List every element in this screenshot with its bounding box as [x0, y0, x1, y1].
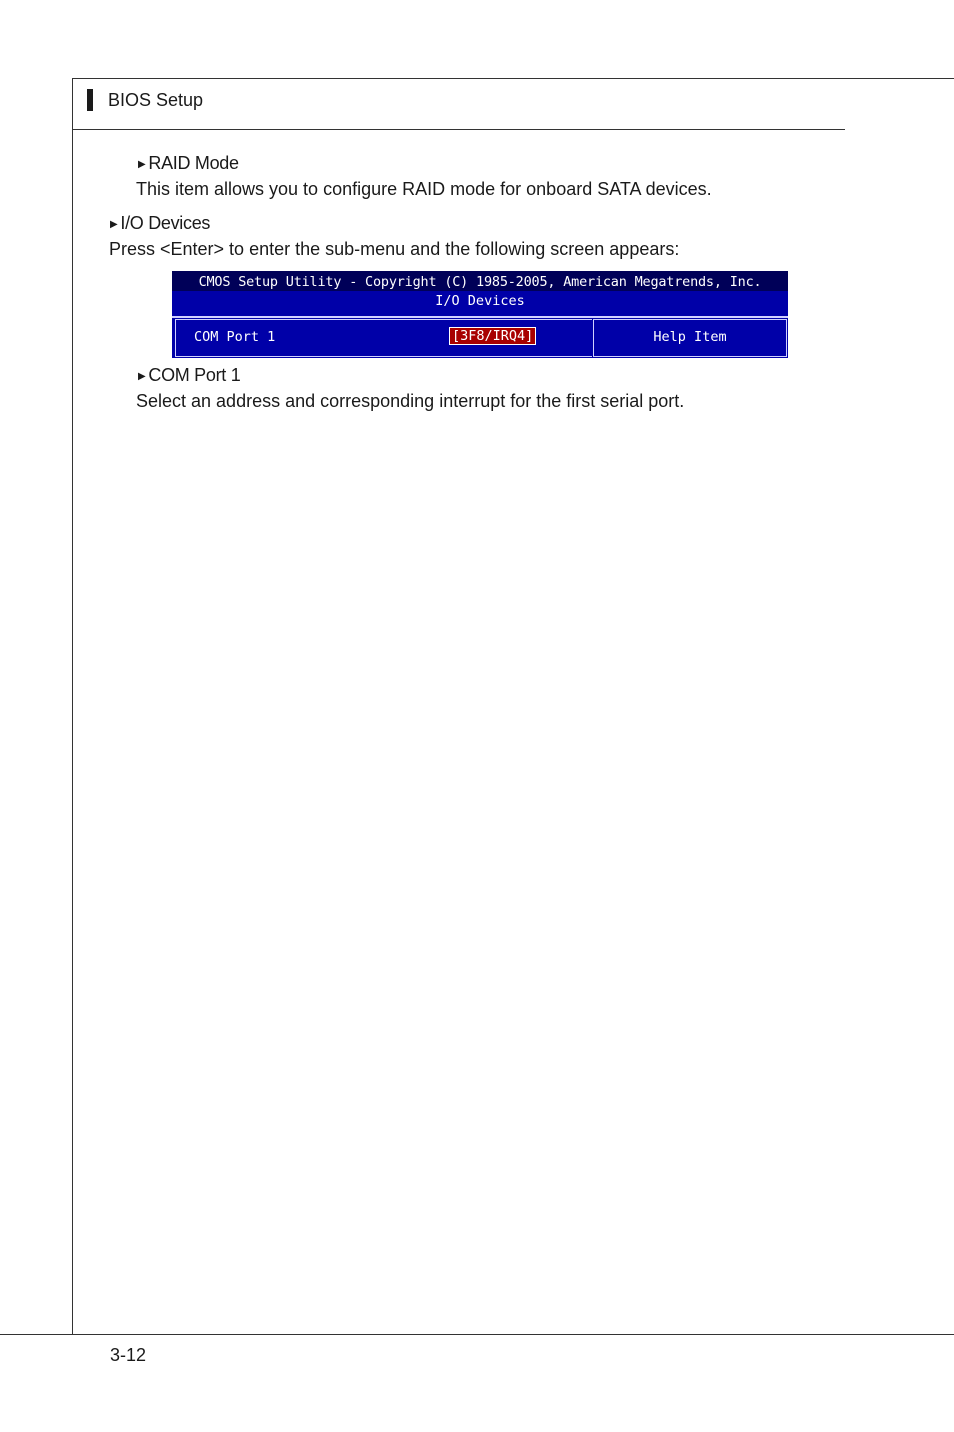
page-number: 3-12	[110, 1345, 147, 1365]
triangle-right-icon: ▶	[138, 159, 146, 170]
io-devices-description: Press <Enter> to enter the sub-menu and the following screen appears:	[109, 239, 680, 259]
triangle-right-icon: ▶	[110, 219, 118, 230]
header-divider	[72, 129, 845, 130]
triangle-right-icon: ▶	[138, 371, 146, 382]
bios-com-port-value: [3F8/IRQ4]	[452, 328, 534, 344]
com-port-description: Select an address and corresponding interrupt for the first serial port.	[136, 391, 685, 411]
bios-com-port-label: COM Port 1	[194, 329, 276, 345]
bios-screenshot	[172, 271, 788, 358]
page-header-title: BIOS Setup	[108, 90, 204, 110]
bios-separator	[172, 316, 788, 318]
io-devices-heading	[110, 213, 210, 234]
top-border-line	[72, 78, 954, 79]
bios-copyright-title: CMOS Setup Utility - Copyright (C) 1985-2005, American Megatrends, Inc.	[198, 274, 762, 290]
raid-mode-heading-label: RAID Mode	[148, 153, 239, 173]
bios-help-item-label: Help Item	[653, 329, 727, 345]
bios-menu-title: I/O Devices	[435, 293, 525, 309]
com-port-heading	[138, 365, 240, 386]
com-port-heading-label: COM Port 1	[148, 365, 241, 385]
left-border-line	[72, 78, 73, 1335]
footer-divider	[0, 1334, 954, 1335]
raid-mode-heading	[138, 153, 239, 174]
io-devices-heading-label: I/O Devices	[120, 213, 211, 233]
header-marker-icon	[87, 89, 93, 111]
raid-mode-description: This item allows you to configure RAID mode for onboard SATA devices.	[136, 179, 712, 199]
